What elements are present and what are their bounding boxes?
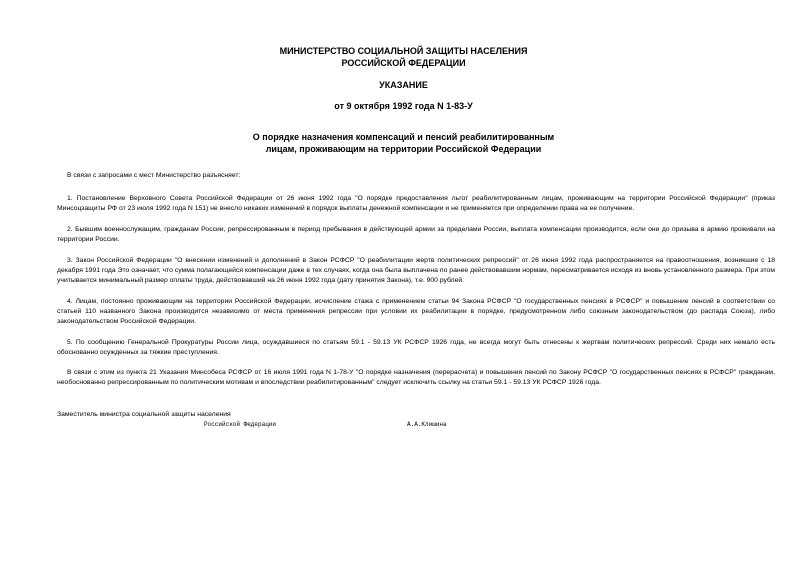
paragraph-2: 2. Бывшим военнослужащим, гражданам России, репрессированным в период пребывания в действующей армии за пределами России, выплата компенсации производится, если они до призыва в армию проживали на территории России. — [57, 226, 775, 243]
paragraph-4: 4. Лицам, постоянно проживающим на территории Российской Федерации, исчисление стажа с применением статьи 94 Закона РСФСР "О государственных пенсиях в РСФСР" и повышение пенсий в соответствии со статьей 110 названного Закона производится независимо от места применения репрессии при условии их реабилитации в порядке, предусмотренном либо союзным законодательством (до распада Союза), либо законодательством Российской Федерации. — [57, 298, 775, 325]
signature-position: Заместитель министра социальной защиты населения — [57, 411, 231, 418]
ministry-heading — [0, 45, 807, 69]
paragraph-1: 1. Постановление Верховного Совета Российской Федерации от 26 июня 1992 года "О порядке предоставления льгот реабилитированным лицам, проживающим на территории Российской Федерации" (приказ Минсоцзащиты РФ от 23 июля 1992 года N 151) не внесло никаких изменений в порядок выплаты денежной компенсации и не применяется при определении права на ее получение. — [57, 195, 775, 212]
document-date-number: от 9 октября 1992 года N 1-83-У — [334, 101, 473, 111]
subject-line-2: лицам, проживающим на территории Российской Федерации — [265, 144, 542, 154]
ministry-line-2: РОССИЙСКОЙ ФЕДЕРАЦИИ — [341, 58, 466, 68]
document-type: УКАЗАНИЕ — [379, 80, 428, 90]
document-subject — [0, 131, 807, 155]
signature-organization: Российской Федерации — [204, 421, 277, 428]
ministry-line-1: МИНИСТЕРСТВО СОЦИАЛЬНОЙ ЗАЩИТЫ НАСЕЛЕНИЯ — [279, 46, 528, 56]
signature-name: А.А.Клишина — [407, 421, 447, 428]
paragraph-3: 3. Закон Российской Федерации "О внесении изменений и дополнений в Закон РСФСР "О реабилитации жертв политических репрессий" от 26 июня 1992 года распространяется на правоотношения, возникшие с 18 декабря 1991 года Это означает, что сумма полагающейся компенсации даже в тех случаях, когда она была выплачена по ранее действовавшим нормам, пересматривается исходя из вновь установленного размера. При этом учитывается минимальный размер оплаты труда, действовавший на 26 июня 1992 года (дату принятия Закона), т.е. 900 рублей. — [57, 257, 775, 284]
paragraph-6: В связи с этим из пункта 21 Указания Минсобеса РСФСР от 16 июля 1991 года N 1-78-У "О порядке назначения (перерасчета) и повышения пенсий по Закону РСФСР "О государственных пенсиях в РСФСР" гражданам, необоснованно репрессированным по политическим мотивам и впоследствии реабилитированным" следует исключить ссылку на статьи 59.1 - 59.13 УК РСФСР 1926 года. — [57, 369, 775, 386]
paragraph-5: 5. По сообщению Генеральной Прокуратуры России лица, осуждавшиеся по статьям 59.1 - 59.13 УК РСФСР 1926 года, не всегда могут быть отнесены к жертвам политических репрессий. Среди них немало есть обоснованно осужденных за тяжкие преступления. — [57, 339, 775, 356]
intro-paragraph: В связи с запросами с мест Министерство разъясняет: — [67, 172, 241, 179]
subject-line-1: О порядке назначения компенсаций и пенсий реабилитированным — [252, 132, 555, 142]
